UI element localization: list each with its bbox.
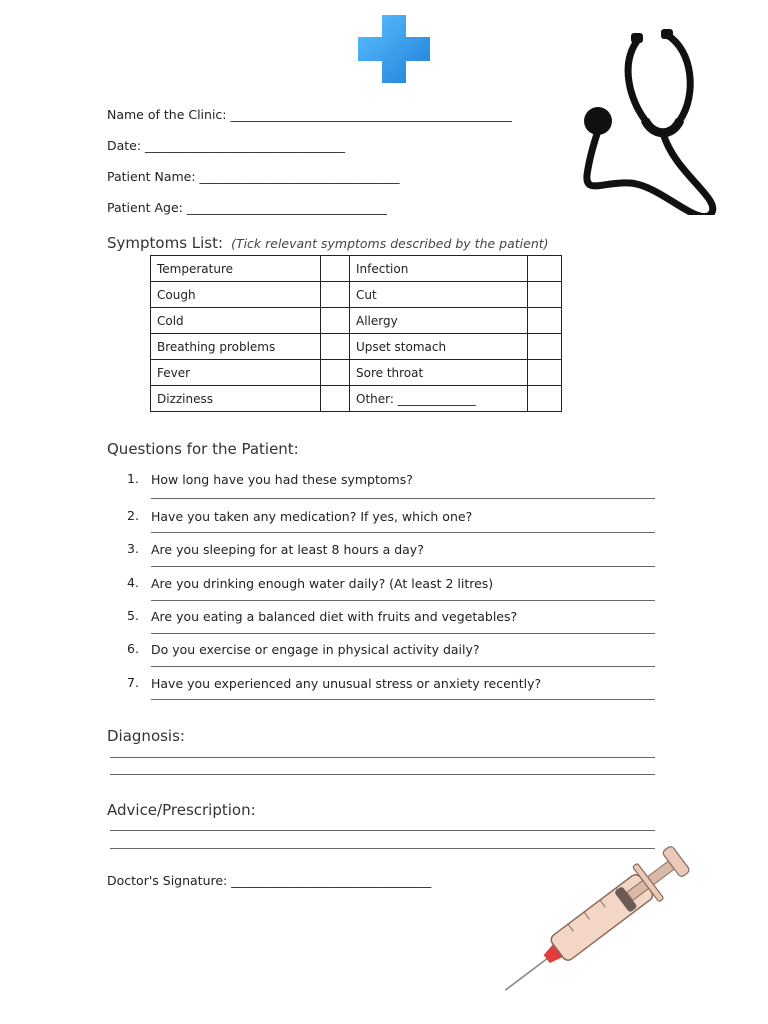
question-text: Do you exercise or engage in physical activity daily?	[151, 642, 480, 657]
table-row	[151, 386, 562, 412]
symptom-checkbox[interactable]	[528, 334, 562, 360]
question-number: 7.	[127, 675, 139, 690]
symptom-label: Allergy	[350, 308, 528, 334]
question-number: 4.	[127, 575, 139, 590]
symptoms-title: Symptoms List:	[107, 234, 224, 252]
stethoscope-icon	[575, 25, 725, 215]
symptom-checkbox[interactable]	[528, 308, 562, 334]
answer-line[interactable]	[151, 666, 655, 667]
question-number: 5.	[127, 608, 139, 623]
question-number: 2.	[127, 508, 139, 523]
table-row	[151, 360, 562, 386]
question-text: Are you drinking enough water daily? (At least 2 litres)	[151, 576, 494, 591]
symptom-checkbox[interactable]	[321, 256, 350, 282]
medical-cross-icon	[358, 15, 430, 83]
answer-line[interactable]	[151, 566, 655, 567]
question-text: Are you sleeping for at least 8 hours a day?	[151, 542, 424, 557]
doctor-signature-field[interactable]: Doctor's Signature: ________________________________	[107, 873, 432, 888]
symptom-label: Sore throat	[350, 360, 528, 386]
diagnosis-line[interactable]	[110, 757, 655, 758]
symptoms-note: (Tick relevant symptoms described by the patient)	[231, 236, 549, 251]
symptom-checkbox[interactable]	[321, 282, 350, 308]
question-text: Have you taken any medication? If yes, which one?	[151, 509, 473, 524]
symptom-checkbox[interactable]	[321, 386, 350, 412]
answer-line[interactable]	[151, 600, 655, 601]
advice-title: Advice/Prescription:	[107, 801, 256, 819]
table-row	[151, 334, 562, 360]
symptom-checkbox[interactable]	[321, 360, 350, 386]
symptom-checkbox[interactable]	[528, 386, 562, 412]
symptom-label: Breathing problems	[151, 334, 321, 360]
symptom-checkbox[interactable]	[321, 334, 350, 360]
symptom-checkbox[interactable]	[528, 360, 562, 386]
symptom-label: Upset stomach	[350, 334, 528, 360]
symptom-label: Infection	[350, 256, 528, 282]
diagnosis-line[interactable]	[110, 774, 655, 775]
table-row	[151, 256, 562, 282]
symptom-label: Other: _____________	[350, 386, 528, 412]
symptom-checkbox[interactable]	[321, 308, 350, 334]
diagnosis-title: Diagnosis:	[107, 727, 185, 745]
answer-line[interactable]	[151, 532, 655, 533]
question-number: 3.	[127, 541, 139, 556]
patient-name-field[interactable]: Patient Name: ________________________________	[107, 169, 400, 184]
answer-line[interactable]	[151, 699, 655, 700]
date-field[interactable]: Date: ________________________________	[107, 138, 346, 153]
question-text: Have you experienced any unusual stress or anxiety recently?	[151, 676, 542, 691]
question-text: Are you eating a balanced diet with fruits and vegetables?	[151, 609, 518, 624]
questions-title: Questions for the Patient:	[107, 440, 299, 458]
syringe-icon	[500, 805, 750, 995]
answer-line[interactable]	[151, 633, 655, 634]
patient-age-field[interactable]: Patient Age: ________________________________	[107, 200, 387, 215]
answer-line[interactable]	[151, 498, 655, 499]
symptom-label: Cough	[151, 282, 321, 308]
symptom-label: Dizziness	[151, 386, 321, 412]
question-text: How long have you had these symptoms?	[151, 472, 413, 487]
symptoms-heading	[107, 233, 549, 252]
question-number: 6.	[127, 641, 139, 656]
symptom-label: Cut	[350, 282, 528, 308]
table-row	[151, 282, 562, 308]
table-row	[151, 308, 562, 334]
symptom-checkbox[interactable]	[528, 282, 562, 308]
symptom-checkbox[interactable]	[528, 256, 562, 282]
symptom-label: Temperature	[151, 256, 321, 282]
symptom-label: Fever	[151, 360, 321, 386]
clinic-name-field[interactable]: Name of the Clinic: _____________________________________________	[107, 107, 512, 122]
symptoms-table	[150, 255, 562, 412]
symptom-label: Cold	[151, 308, 321, 334]
question-number: 1.	[127, 471, 139, 486]
